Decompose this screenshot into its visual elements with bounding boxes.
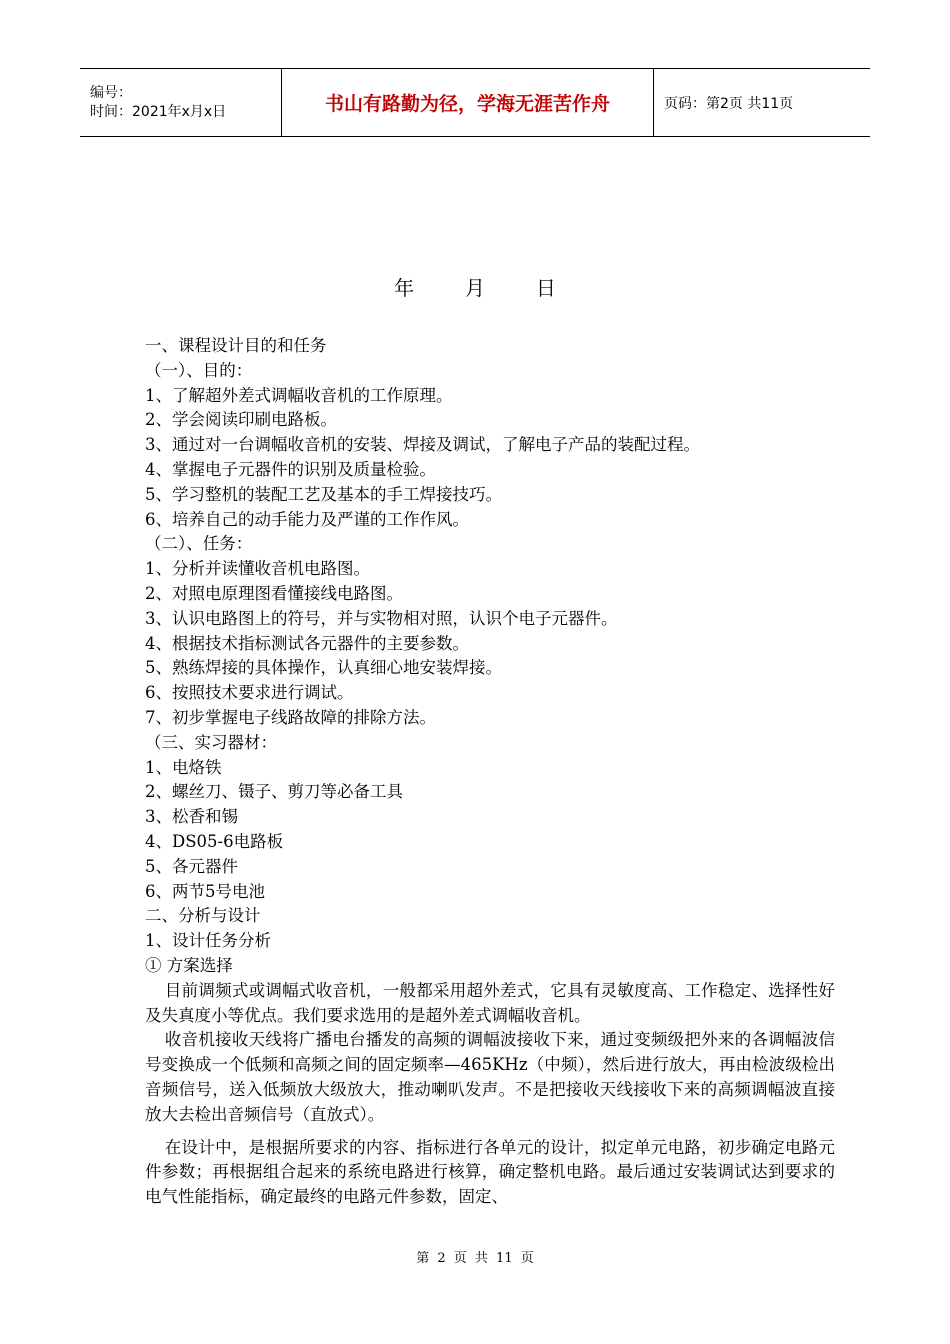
text-line: （二）、任务： [145,534,253,554]
text-line: 二、分析与设计 [145,906,261,926]
text-line: 4、根据技术指标测试各元器件的主要参数。 [145,633,469,653]
body-paragraph: 目前调频式或调幅式收音机，一般都采用超外差式，它具有灵敏度高、工作稳定、选择性好及失真度小等优点。我们要求选用的是超外差式调幅收音机。 [145,980,835,1025]
text-line: 7、初步掌握电子线路故障的排除方法。 [145,707,436,727]
page-header [80,68,870,137]
text-line: 1、电烙铁 [145,757,222,777]
text-line: 3、认识电路图上的符号，并与实物相对照，认识个电子元器件。 [145,608,618,628]
text-line: 5、学习整机的装配工艺及基本的手工焊接技巧。 [145,484,502,504]
text-line: 1、设计任务分析 [145,931,271,951]
text-line: 6、两节5号电池 [145,881,265,901]
text-line: 5、熟练焊接的具体操作，认真细心地安装焊接。 [145,658,502,678]
document-body [145,334,835,1210]
document-number: 编号： [90,84,132,101]
text-line: 5、各元器件 [145,856,238,876]
text-line: 4、DS05-6电路板 [145,831,284,851]
body-paragraph: 在设计中，是根据所要求的内容、指标进行各单元的设计，拟定单元电路，初步确定电路元件参数；再根据组合起来的系统电路进行核算，确定整机电路。最后通过安装调试达到要求的电气性能指标，确定最终的电路元件参数，固定、 [145,1137,835,1207]
text-line: 6、按照技术要求进行调试。 [145,683,354,703]
text-line: 2、对照电原理图看懂接线电路图。 [145,583,403,603]
text-line: 4、掌握电子元器件的识别及质量检验。 [145,459,436,479]
header-slogan: 书山有路勤为径，学海无涯苦作舟 [282,69,654,136]
text-line: 一、课程设计目的和任务 [145,336,327,355]
header-page-info: 页码：第2页 共11页 [664,95,794,112]
page-footer: 第 2 页 共 11 页 [416,1251,534,1266]
outline-lines [145,334,835,979]
document-time: 时间：2021年x月x日 [90,103,227,120]
body-paragraphs [145,979,835,1210]
text-line: 2、学会阅读印刷电路板。 [145,410,337,430]
body-paragraph: 收音机接收天线将广播电台播发的高频的调幅波接收下来，通过变频级把外来的各调幅波信号变换成一个低频和高频之间的固定频率—465KHz（中频），然后进行放大，再由检波级检出音频信号，送入低频放大级放大，推动喇叭发声。不是把接收天线接收下来的高频调幅波直接放大去检出音频信号（直放式）。 [145,1030,835,1124]
date-line: 年 月 日 [394,276,556,300]
text-line: （三、实习器材： [145,732,277,752]
text-line: 2、螺丝刀、镊子、剪刀等必备工具 [145,782,403,802]
text-line: 1、了解超外差式调幅收音机的工作原理。 [145,385,453,405]
text-line: 1、分析并读懂收音机电路图。 [145,559,370,579]
text-line: 6、培养自己的动手能力及严谨的工作作风。 [145,509,469,529]
text-line: 3、通过对一台调幅收音机的安装、焊接及调试，了解电子产品的装配过程。 [145,435,700,455]
header-meta [80,69,282,136]
text-line: （一）、目的： [145,360,253,380]
text-line: 3、松香和锡 [145,807,238,827]
text-line: ① 方案选择 [145,955,233,975]
